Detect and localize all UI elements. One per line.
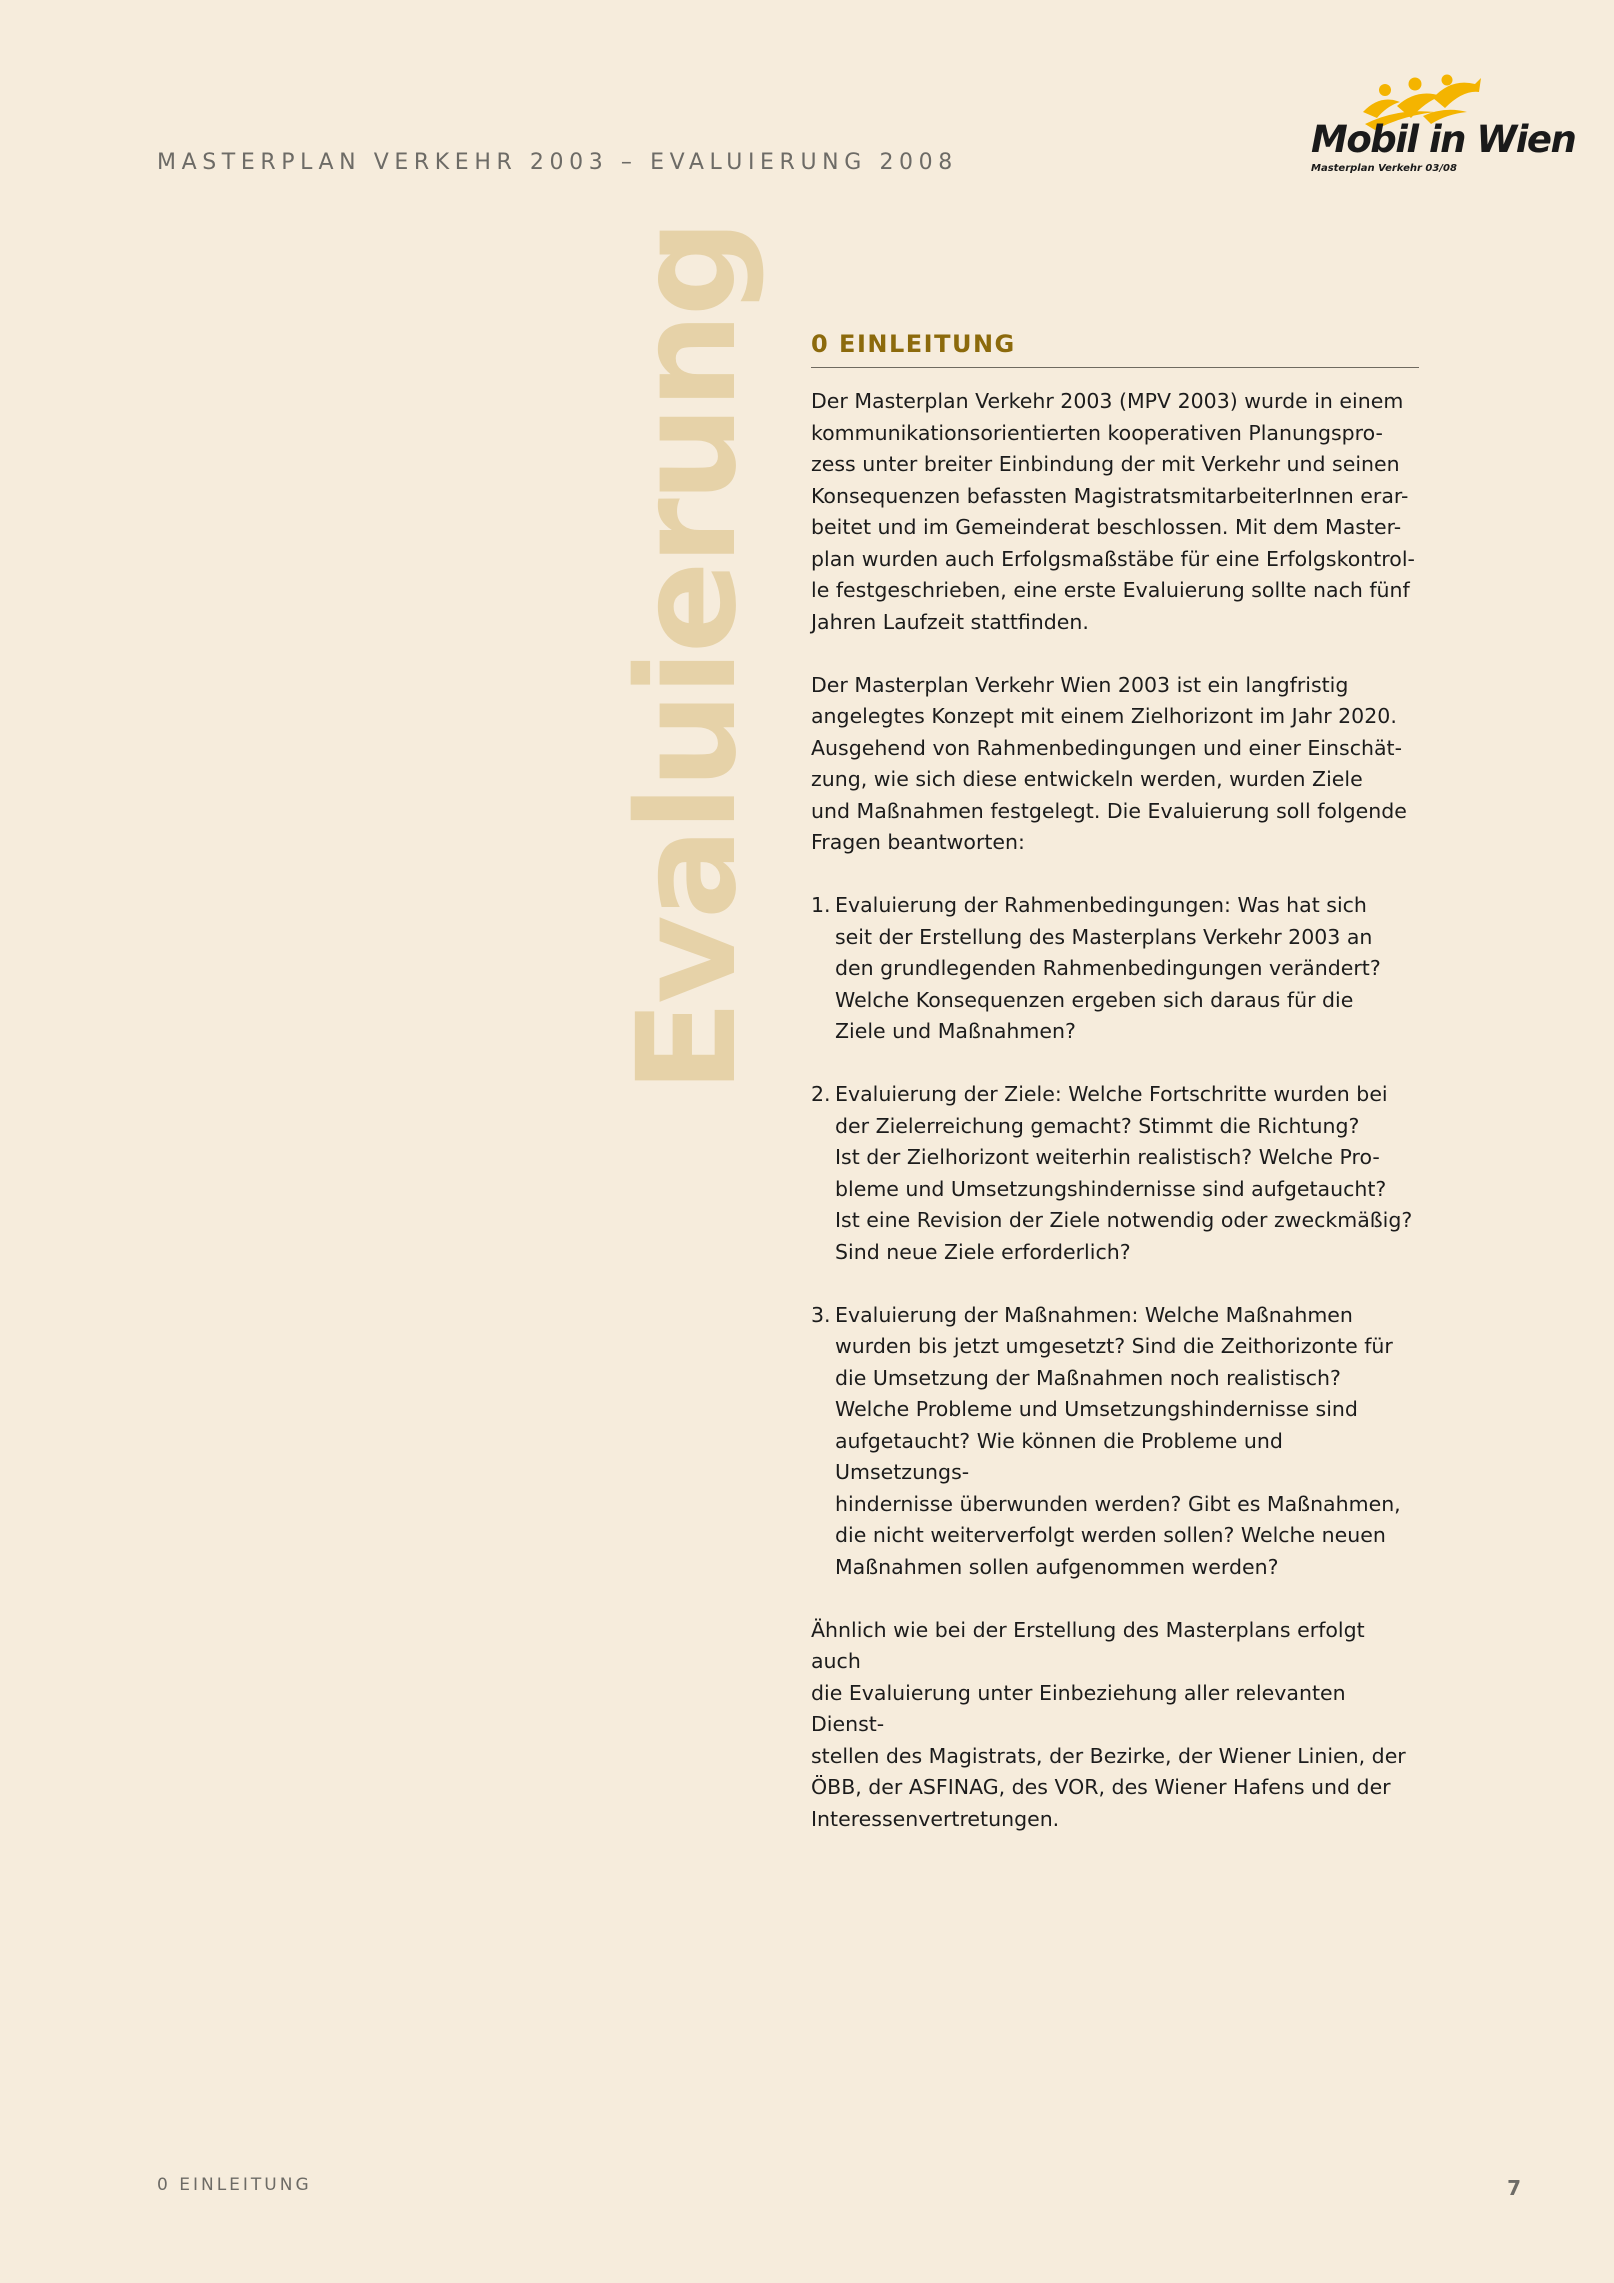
main-content (811, 330, 1419, 1867)
footer-section-label: 0 EINLEITUNG (157, 2175, 312, 2195)
list-item (811, 1079, 1419, 1268)
paragraph-closing: Ähnlich wie bei der Erstellung des Masterplans erfolgt auch die Evaluierung unter Einbeziehung aller relevanten Dienst- stellen des Magistrats, der Bezirke, der Wiener Linien, der ÖBB, der ASFINAG, des VOR, des Wiener Hafens und der Interessenvertretungen. (811, 1617, 1406, 1831)
paragraph-concept: Der Masterplan Verkehr Wien 2003 ist ein langfristig angelegtes Konzept mit einem Zielhorizont im Jahr 2020. Ausgehend von Rahmenbedingungen und einer Einschät- zung, wie sich diese entwickeln werden, wurden Ziele und Maßnahmen festgelegt. Die Evaluierung soll folgende Fragen beantworten: (811, 672, 1407, 854)
paragraph-intro: Der Masterplan Verkehr 2003 (MPV 2003) wurde in einem kommunikationsorientierten kooperativen Planungspro- zess unter breiter Einbindung der mit Verkehr und seinen Konsequenzen befassten MagistratsmitarbeiterInnen erar- beitet und im Gemeinderat beschlossen. Mit dem Master- plan wurden auch Erfolgsmaßstäbe für eine Erfolgskontrol- le festgeschrieben, eine erste Evaluierung sollte nach fünf Jahren Laufzeit stattfinden. (811, 389, 1415, 634)
vertical-title (609, 223, 767, 1093)
vertical-title-text: Evaluierung (609, 223, 767, 1093)
list-item-text: Evaluierung der Maßnahmen: Welche Maßnahmen wurden bis jetzt umgesetzt? Sind die Zeithorizonte für die Umsetzung der Maßnahmen noch realistisch? Welche Probleme und Umsetzungshindernisse sind aufgetaucht? Wie können die Probleme und Umsetzungs- hindernisse überwunden werden? Gibt es Maßnahmen, die nicht weiterverfolgt werden sollen? Welche neuen Maßnahmen sollen aufgenommen werden? (835, 1302, 1401, 1579)
list-item (811, 890, 1419, 1048)
list-item-number: 1. (811, 893, 831, 917)
logo-text: Mobil in Wien (1311, 118, 1576, 161)
mobil-in-wien-logo (1305, 72, 1576, 182)
section-heading: 0 EINLEITUNG (811, 330, 1419, 368)
list-item-number: 3. (811, 1302, 831, 1327)
list-item-text: Evaluierung der Ziele: Welche Fortschritte wurden bei der Zielerreichung gemacht? Stimmt die Richtung? Ist der Zielhorizont weiterhin realistisch? Welche Pro- bleme und Umsetzungshindernisse sind aufgetaucht? Ist eine Revision der Ziele notwendig oder zweckmäßig? Sind neue Ziele erforderlich? (835, 1082, 1413, 1264)
list-item-number: 2. (811, 1082, 831, 1106)
page-number: 7 (1507, 2176, 1521, 2200)
running-header: MASTERPLAN VERKEHR 2003 – EVALUIERUNG 2008 (157, 150, 958, 175)
list-item-text: Evaluierung der Rahmenbedingungen: Was hat sich seit der Erstellung des Masterplans Verkehr 2003 an den grundlegenden Rahmenbedingungen verändert? Welche Konsequenzen ergeben sich daraus für die Ziele und Maßnahmen? (835, 893, 1381, 1043)
logo-subtitle: Masterplan Verkehr 03/08 (1311, 163, 1457, 174)
list-item (811, 1300, 1419, 1584)
